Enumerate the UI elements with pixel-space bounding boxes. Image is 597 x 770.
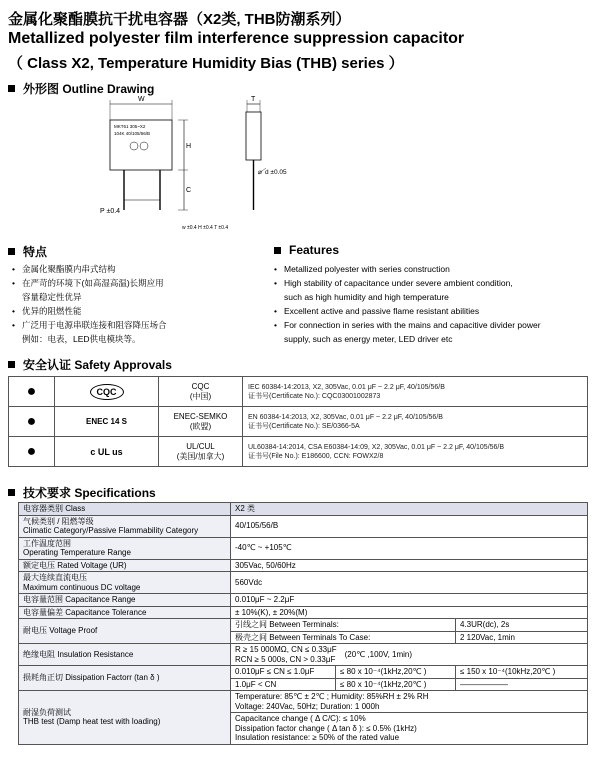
table-row [19,537,588,559]
spec-value: ≤ 80 x 10⁻⁴(1kHz,20℃ ) [336,678,456,691]
features-cn-list [12,262,272,346]
list-item: • Excellent active and passive flame resistant abilities [274,304,594,318]
features-en-heading-text: Features [289,243,340,257]
spec-label-cn: 耐湿负荷测试 [23,707,71,717]
table-row [19,594,588,607]
desc-cell [243,437,588,467]
thb-line: Voltage: 240Vac, 50Hz; Duration: 1 000h [235,701,380,711]
table-row [19,559,588,572]
bullet-dot-icon: ● [9,437,55,467]
spec-value: 560Vdc [231,572,588,594]
list-item: • 优异的阻燃性能 [12,304,272,318]
spec-label: 额定电压 Rated Voltage (UR) [19,559,231,572]
spec-value: 4.3UR(dc), 2s [456,619,588,632]
features-en-list [274,262,594,346]
spec-label [19,691,231,745]
list-item: • 在严苛的环境下(如高湿高温)长期应用 [12,276,272,290]
spec-label [19,515,231,537]
spec-value: 0.010μF ≤ CN ≤ 1.0μF [231,666,336,679]
desc-line: IEC 60384-14:2013, X2, 305Vac, 0.01 μF ~ 2.2 μF, 40/105/56/B [248,383,445,391]
outline-drawing [82,92,287,242]
table-row [19,606,588,619]
spec-label: 绝缘电阻 Insulation Resistance [19,644,231,666]
features-cn-heading [8,243,47,260]
spec-label [19,572,231,594]
features-cn-heading-text: 特点 [23,245,48,259]
list-item: • Metallized polyester with series construction [274,262,594,276]
capacitor-body-side [246,112,261,160]
cqc-logo [55,377,159,407]
specs-heading-text: 技术要求 Specifications [23,486,156,500]
std-cell [159,377,243,407]
desc-line: 证书号(Certificate No.): SE/0366-5A [248,422,360,430]
spec-label-cn: 气候类别 / 阻燃等级 [23,516,94,526]
table-row [9,437,588,467]
spec-value [231,713,588,745]
thb-line: Capacitance change ( Δ C/C): ≤ 10% [235,714,366,723]
spec-value: 引线之间 Between Terminals: [231,619,456,632]
spec-value: 305Vac, 50/60Hz [231,559,588,572]
tolerance-note: w ±0.4 H ±0.4 T ±0.4 [182,225,229,231]
std-region: (欧盟) [189,421,212,431]
std-cell [159,437,243,467]
thb-line: Insulation resistance: ≥ 50% of the rated value [235,733,400,742]
spec-value: 极壳之间 Between Terminals To Case: [231,631,456,644]
list-item: • For connection in series with the mains and capacitive divider power [274,318,594,332]
table-row [19,619,588,632]
std-name: UL/CUL [186,441,215,451]
std-region: (美国/加拿大) [176,451,225,461]
spec-label: 电容量偏差 Capacitance Tolerance [19,606,231,619]
table-row [9,407,588,437]
bullet-square-icon [8,489,15,496]
spec-label-cn: 工作温度范围 [23,538,71,548]
bullet-dot-icon: ● [9,407,55,437]
std-name: ENEC-SEMKO [173,411,228,421]
ul-logo-text: c UL us [90,446,123,457]
ins-condition: (20℃ ,100V, 1min) [344,649,413,659]
thb-line: Dissipation factor change ( Δ tan δ ): ≤ 0.5% (1kHz) [235,723,417,733]
table-row [19,691,588,713]
ins-value-wrap [235,645,583,664]
title-en2: （ Class X2, Temperature Humidity Bias (THB) series ） [8,55,404,72]
list-item: 容量稳定性优异 [22,292,82,302]
spec-value: -40℃ ~ +105℃ [231,537,588,559]
spec-value: —————— [456,678,588,691]
spec-value: ≤ 150 x 10⁻⁴(10kHz,20℃ ) [456,666,588,679]
marking-line1: MKT61 305~X2 [114,124,146,129]
list-item: such as high humidity and high temperature [284,292,449,302]
ins-lines [235,645,337,664]
outline-heading-text: 外形图 Outline Drawing [23,82,155,96]
c-label: C [186,187,192,194]
spec-label: 电容量范围 Capacitance Range [19,594,231,607]
table-row [9,377,588,407]
bullet-dot-icon: ● [9,377,55,407]
table-row [19,666,588,679]
desc-line: UL60384-14:2014, CSA E60384-14:09, X2, 305Vac, 0.01 μF ~ 2.2 μF, 40/105/56/B [248,443,505,451]
bullet-square-icon [274,247,281,254]
bullet-square-icon [8,248,15,255]
list-item: supply, such as energy meter, LED driver etc [284,334,453,344]
desc-line: 证书号(Certificate No.): CQC03001002873 [248,392,381,400]
spec-label-cn: 最大连续直流电压 [23,573,87,582]
list-item: • 金属化聚酯膜内串式结构 [12,262,272,276]
title-en1: Metallized polyester film interference suppression capacitor [8,30,465,47]
enec-logo-text: ENEC 14 S [86,417,127,426]
table-row [19,644,588,666]
bullet-square-icon [8,85,15,92]
spec-label-en: Operating Temperature Range [23,548,131,557]
enec-semko-logo [55,407,159,437]
spec-label: 耐电压 Voltage Proof [19,619,231,644]
ins-line: R ≥ 15 000MΩ, CN ≤ 0.33μF [235,645,337,654]
thb-line: Temperature: 85℃ ± 2℃ ; Humidity: 85%RH ± 2% RH [235,692,429,701]
safety-heading-text: 安全认证 Safety Approvals [23,358,172,372]
specs-table [18,502,588,745]
std-region: (中国) [189,391,212,401]
title-cn: 金属化聚酯膜抗干扰电容器（X2类, THB防潮系列） [8,11,351,28]
safety-heading [8,356,172,373]
table-row [19,503,588,516]
w-label: W [138,96,145,103]
desc-line: EN 60384-14:2013, X2, 305Vac, 0.01 μF ~ 2.2 μF, 40/105/56/B [248,413,443,421]
std-name: CQC [191,381,210,391]
list-item: • 广泛用于电源串联连接和阻容降压场合 [12,318,272,332]
spec-label-en: Maximum continuous DC voltage [23,582,141,592]
ins-line: RCN ≥ 5 000s, CN > 0.33μF [235,654,336,664]
list-item: 例如：电表，LED供电模块等。 [22,334,141,344]
spec-label-en: THB test (Damp heat test with loading) [23,717,161,727]
spec-value: 2 120Vac, 1min [456,631,588,644]
spec-label: 电容器类别 Class [19,503,231,516]
table-row [19,572,588,594]
h-label: H [186,143,192,150]
table-row [19,515,588,537]
marking-line2: 104K 40/105/56/B [114,131,151,136]
safety-table [8,376,588,467]
desc-cell [243,377,588,407]
spec-label [19,537,231,559]
spec-value [231,644,588,666]
spec-value: 0.010μF ~ 2.2μF [231,594,588,607]
p-label: P ±0.4 [100,208,121,215]
cqc-logo-text: CQC [90,384,124,400]
spec-value [231,691,588,713]
std-cell [159,407,243,437]
bullet-square-icon [8,361,15,368]
spec-value: 40/105/56/B [231,515,588,537]
list-item: • High stability of capacitance under severe ambient condition, [274,276,594,290]
spec-label-en: Climatic Category/Passive Flammability Category [23,526,199,535]
d-label-text: d ±0.05 [265,169,287,176]
desc-line: 证书号(File No.): E186600, CCN: FOWX2/8 [248,452,384,460]
t-label: T [251,96,256,103]
d-label: ⌀ [258,169,262,176]
spec-value: 1.0μF < CN [231,678,336,691]
spec-value: ≤ 80 x 10⁻⁴(1kHz,20℃ ) [336,666,456,679]
spec-label: 损耗角正切 Dissipation Factorr (tan δ ) [19,666,231,691]
specs-heading [8,484,156,501]
features-en-heading [274,243,339,257]
ul-logo [55,437,159,467]
desc-cell [243,407,588,437]
spec-value: ± 10%(K), ± 20%(M) [231,606,588,619]
spec-value: X2 类 [231,503,588,516]
